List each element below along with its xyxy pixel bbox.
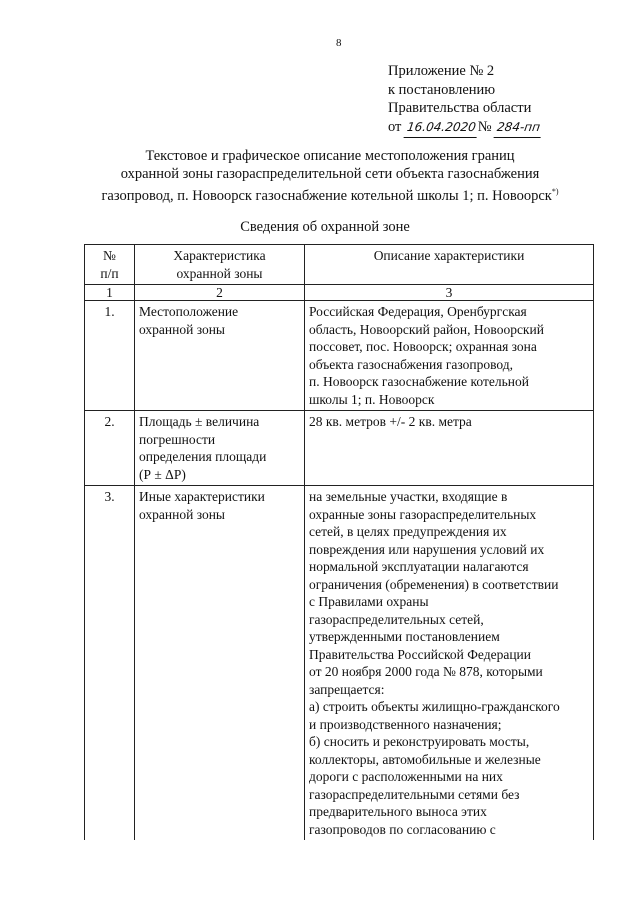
row-description	[305, 301, 594, 411]
handwritten-number: 284-пп	[494, 118, 544, 138]
desc-line: предварительного выноса этих	[309, 804, 487, 819]
desc-line: школы 1; п. Новоорск	[309, 391, 435, 407]
desc-line: запрещается:	[309, 681, 385, 697]
row-number: 1.	[85, 301, 135, 411]
char-line: Местоположение	[139, 304, 239, 319]
header-char-line-2: охранной зоны	[176, 265, 263, 281]
desc-line: газораспределительных сетей,	[309, 611, 484, 627]
row-description	[305, 411, 594, 486]
header-num	[85, 245, 135, 285]
title-line-2: охранной зоны газораспределительной сети объекта газоснабжения	[120, 166, 540, 182]
appendix-government: Правительства области	[388, 100, 532, 116]
desc-line: на земельные участки, входящие в	[309, 489, 508, 504]
desc-line: ограничения (обременения) в соответствии	[309, 576, 559, 592]
title-line-1: Текстовое и графическое описание местоположения границ	[145, 148, 515, 164]
header-char-line-1: Характеристика	[173, 248, 266, 263]
char-line: охранной зоны	[139, 506, 226, 522]
desc-line: поссовет, пос. Новоорск; охранная зона	[309, 339, 537, 354]
table-row	[85, 411, 594, 486]
desc-line: повреждения или нарушения условий их	[309, 541, 545, 557]
header-num-line-2: п/п	[100, 265, 119, 281]
char-line: Площадь ± величина	[139, 414, 260, 429]
page-number: 8	[336, 37, 342, 49]
document-title	[60, 147, 600, 205]
header-num-line-1: №	[103, 248, 116, 263]
desc-line: а) строить объекты жилищно-гражданского	[309, 699, 560, 714]
desc-line: охранные зоны газораспределительных	[309, 506, 537, 522]
row-description	[305, 486, 594, 841]
desc-line: п. Новоорск газоснабжение котельной	[309, 374, 529, 389]
desc-line: утвержденными постановлением	[309, 629, 500, 644]
desc-line: с Правилами охраны	[309, 594, 429, 609]
char-line: (Р ± ΔР)	[139, 466, 186, 482]
appendix-date-line	[388, 118, 542, 138]
row-number: 2.	[85, 411, 135, 486]
char-line: Иные характеристики	[139, 489, 265, 504]
desc-line: от 20 ноября 2000 года № 878, которыми	[309, 664, 543, 679]
row-characteristic	[135, 486, 305, 841]
desc-line: б) сносить и реконструировать мосты,	[309, 734, 530, 749]
char-line: охранной зоны	[139, 321, 226, 337]
table-row	[85, 301, 594, 411]
index-cell: 1	[85, 285, 135, 301]
handwritten-date: 16.04.2020	[404, 118, 479, 138]
desc-line: дороги с расположенными на них	[309, 769, 503, 784]
index-cell: 2	[135, 285, 305, 301]
table-row	[85, 486, 594, 841]
appendix-block	[388, 62, 542, 137]
desc-line: объекта газоснабжения газопровод,	[309, 356, 513, 372]
desc-line: 28 кв. метров +/- 2 кв. метра	[309, 414, 472, 429]
zone-table	[84, 244, 594, 840]
desc-line: нормальной эксплуатации налагаются	[309, 559, 529, 574]
title-line-3	[60, 183, 600, 205]
title-line-3-text: газопровод, п. Новоорск газоснабжение котельной школы 1; п. Новоорск	[101, 187, 552, 204]
table-header-row	[85, 245, 594, 285]
appendix-resolution: к постановлению	[388, 81, 496, 98]
row-characteristic	[135, 411, 305, 486]
desc-line: газораспределительными сетями без	[309, 786, 520, 802]
row-number: 3.	[85, 486, 135, 841]
desc-line: Правительства Российской Федерации	[309, 646, 531, 662]
desc-line: Российская Федерация, Оренбургская	[309, 304, 527, 319]
index-cell: 3	[305, 285, 594, 301]
section-subtitle: Сведения об охранной зоне	[240, 219, 410, 235]
footnote-mark: *)	[551, 187, 559, 196]
table-index-row	[85, 285, 594, 301]
desc-line: газопроводов по согласованию с	[309, 821, 496, 837]
desc-line: область, Новоорский район, Новоорский	[309, 321, 544, 337]
header-characteristic	[135, 245, 305, 285]
number-label: №	[477, 118, 492, 135]
char-line: определения площади	[139, 449, 267, 464]
desc-line: и производственного назначения;	[309, 716, 502, 732]
char-line: погрешности	[139, 431, 216, 447]
desc-line: сетей, в целях предупреждения их	[309, 524, 507, 539]
from-label: от	[388, 118, 402, 135]
desc-line: коллекторы, автомобильные и железные	[309, 751, 541, 767]
row-characteristic	[135, 301, 305, 411]
header-description: Описание характеристики	[305, 245, 594, 285]
appendix-title: Приложение № 2	[388, 63, 495, 79]
